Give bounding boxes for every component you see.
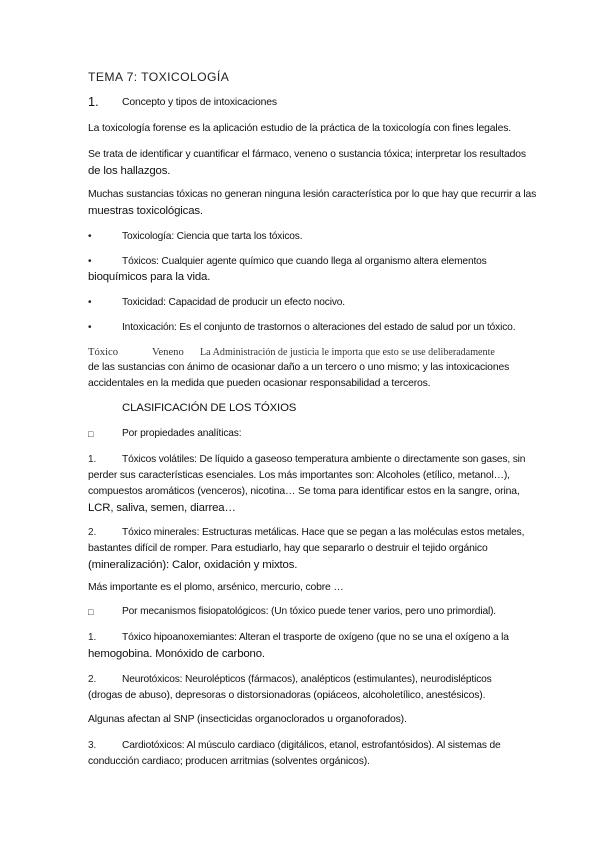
group1-item2-line3: (mineralización): Calor, oxidación y mixtos. — [88, 559, 298, 571]
toxico-veneno-cont-2: accidentales en la medida que pueden ocasionar responsabilidad a terceros. — [88, 378, 431, 389]
document-title: TEMA 7: TOXICOLOGÍA — [88, 70, 230, 84]
intro-paragraph-2: Se trata de identificar y cuantificar el fármaco, veneno o sustancia tóxica; interpretar los resultados — [88, 149, 526, 160]
intro-paragraph-2-cont: de los hallazgos. — [88, 165, 171, 177]
checkbox-square-icon: □ — [88, 429, 94, 439]
clasificacion-heading: CLASIFICACIÓN DE LOS TÓXIOS — [122, 402, 297, 414]
group2-item3-number: 3. — [88, 740, 97, 751]
section-number: 1. — [88, 94, 99, 109]
toxico-veneno-cont-1: de las sustancias con ánimo de ocasionar daño a un tercero o uno mismo; y las intoxicaciones — [88, 362, 510, 373]
intro-paragraph-3-cont: muestras toxicológicas. — [88, 205, 203, 217]
group1-item2-line2: bastantes difícil de romper. Para estudiarlo, hay que separarlo o destruir el tejido orgánico — [88, 543, 488, 554]
group2-note: Algunas afectan al SNP (insecticidas organoclorados u organoforados). — [88, 714, 407, 725]
group1-item1-number: 1. — [88, 454, 97, 465]
bullet-icon: • — [88, 256, 92, 267]
group1-item2-number: 2. — [88, 527, 97, 538]
group1-item1-line1: Tóxicos volátiles: De líquido a gaseoso temperatura ambiente o directamente son gases, sin — [122, 454, 526, 465]
bullet-icon: • — [88, 231, 92, 242]
group2-item3-line1: Cardiotóxicos: Al músculo cardiaco (digitálicos, etanol, estrofantósidos). Al sistemas de — [122, 740, 501, 751]
group2-item2-line2: (drogas de abuso), depresoras o distorsionadoras (opiáceos, alcoholetílico, anestésicos). — [88, 690, 486, 701]
group1-item2-line1: Tóxico minerales: Estructuras metálicas. Hace que se pegan a las moléculas estos metales, — [122, 527, 525, 538]
toxico-term: Tóxico — [88, 347, 119, 358]
bullet-icon: • — [88, 322, 92, 333]
group1-note: Más importante es el plomo, arsénico, mercurio, cobre … — [88, 582, 344, 593]
justicia-text: La Administración de justicia le importa que esto se use deliberadamente — [200, 347, 495, 358]
definition-toxicidad: Toxicidad: Capacidad de producir un efecto nocivo. — [122, 297, 345, 308]
group2-item1-line2: hemogobina. Monóxido de carbono. — [88, 648, 265, 660]
group1-item1-line3: compuestos aromáticos (venceros), nicotina… Se toma para identificar estos en la sangre, orina, — [88, 486, 520, 497]
veneno-term: Veneno — [152, 347, 184, 358]
group2-item2-number: 2. — [88, 674, 97, 685]
group1-item1-line4: LCR, saliva, semen, diarrea… — [88, 502, 236, 514]
group2-item3-line2: conducción cardiaco; producen arritmias (solventes orgánicos). — [88, 756, 370, 767]
definition-toxicos-cont: bioquímicos para la vida. — [88, 271, 211, 283]
group1-item1-line2: perder sus características esenciales. Los más importantes son: Alcoholes (etílico, metanol…), — [88, 470, 510, 481]
group2-item1-line1: Tóxico hipoanoxemiantes: Alteran el trasporte de oxígeno (que no se una el oxígeno a la — [122, 632, 509, 643]
group1-label: Por propiedades analíticas: — [122, 428, 242, 439]
definition-toxicos: Tóxicos: Cualquier agente químico que cuando llega al organismo altera elementos — [122, 256, 487, 267]
group2-item1-number: 1. — [88, 632, 97, 643]
group2-item2-line1: Neurotóxicos: Neurolépticos (fármacos), analépticos (estimulantes), neurodislépticos — [122, 674, 492, 685]
checkbox-square-icon: □ — [88, 607, 94, 617]
bullet-icon: • — [88, 297, 92, 308]
section-heading: Concepto y tipos de intoxicaciones — [122, 97, 277, 108]
definition-intoxicacion: Intoxicación: Es el conjunto de trastornos o alteraciones del estado de salud por un tóxico. — [122, 322, 516, 333]
group2-label: Por mecanismos fisiopatológicos: (Un tóxico puede tener varios, pero uno primordial). — [122, 606, 496, 617]
intro-paragraph-3: Muchas sustancias tóxicas no generan ninguna lesión característica por lo que hay que recurrir a las — [88, 189, 537, 200]
intro-paragraph-1: La toxicología forense es la aplicación estudio de la práctica de la toxicología con fines legales. — [88, 123, 511, 134]
definition-toxicologia: Toxicología: Ciencia que tarta los tóxicos. — [122, 231, 303, 242]
